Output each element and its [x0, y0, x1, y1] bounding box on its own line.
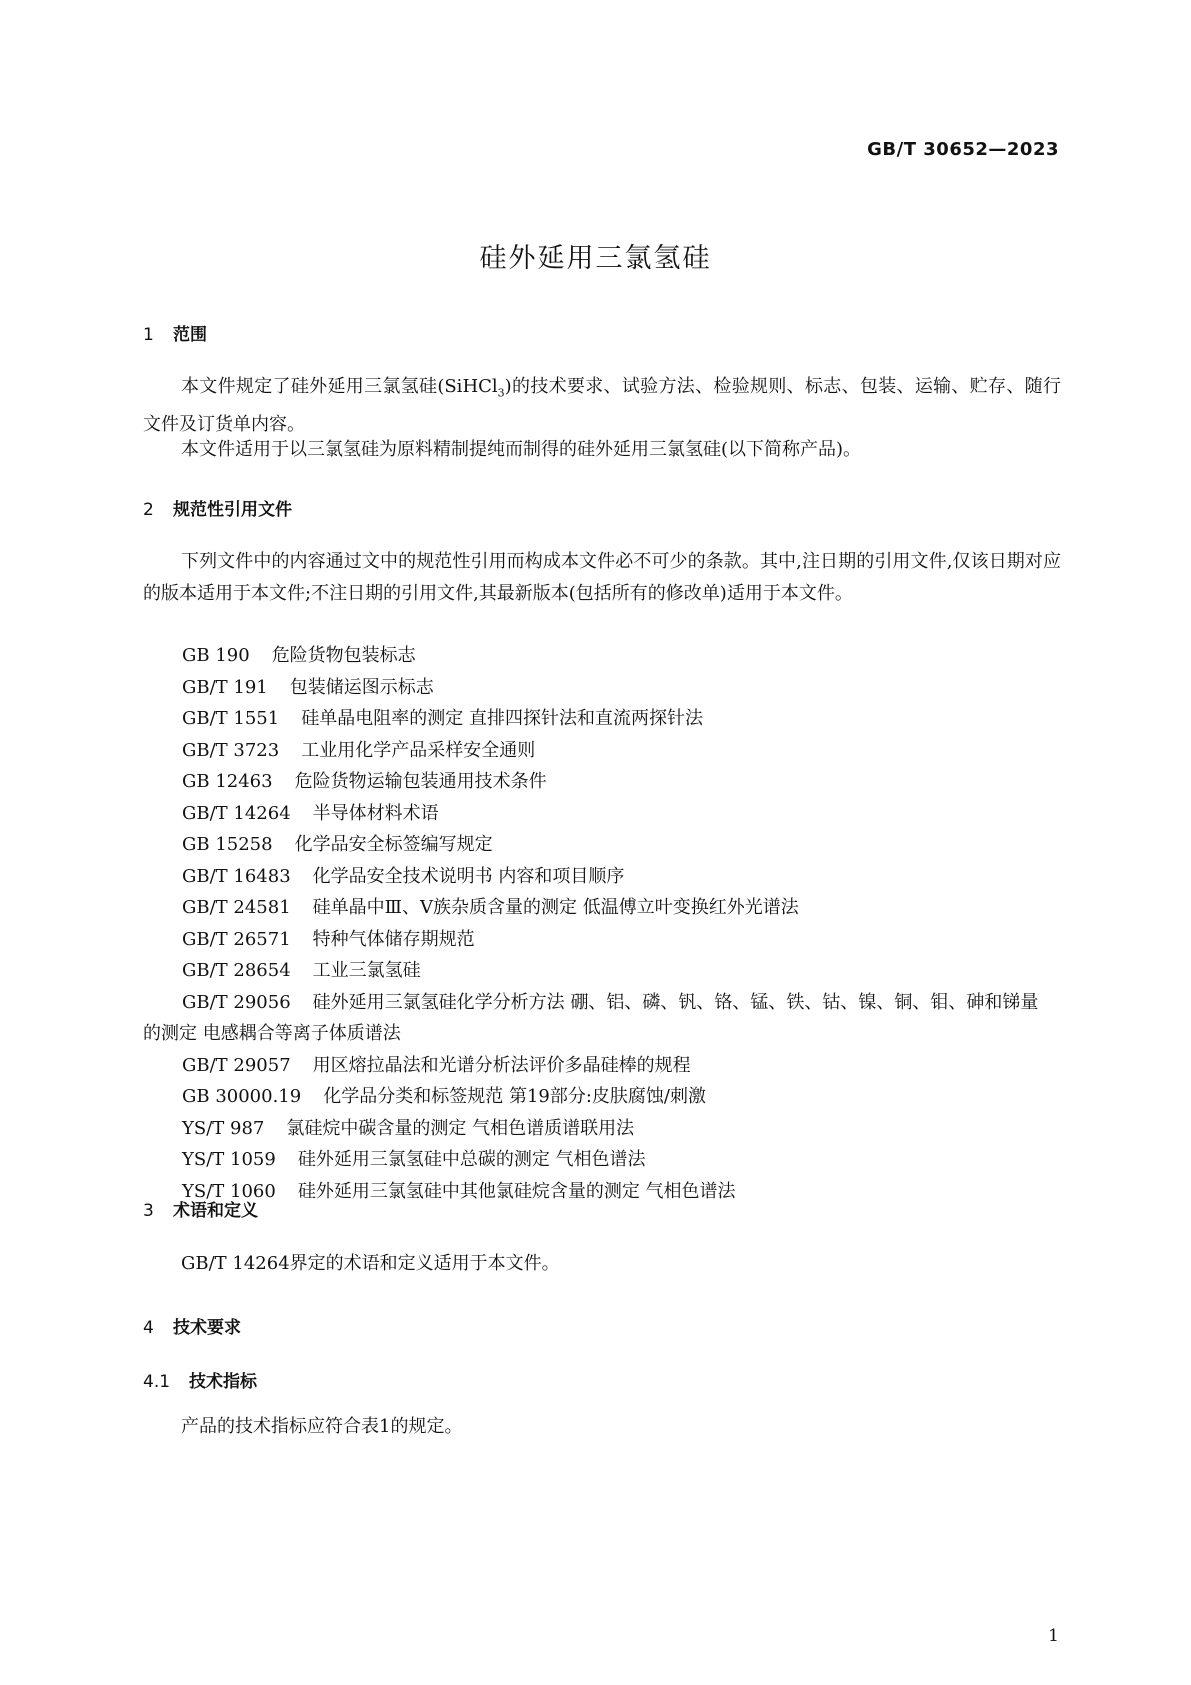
- section-3-heading: [143, 1196, 258, 1221]
- reference-item: GB/T 28654 工业三氯氢硅: [182, 960, 421, 981]
- reference-item: GB 15258 化学品安全标签编写规定: [182, 834, 493, 855]
- reference-item: YS/T 987 氯硅烷中碳含量的测定 气相色谱质谱联用法: [182, 1117, 635, 1139]
- scope-paragraph-1: 本文件规定了硅外延用三氯氢硅(SiHCl$_3$)的技术要求、试验方法、检验规则、标志、包装、运输、贮存、随行文件及订货单内容。: [143, 376, 1061, 436]
- reference-item: GB 190 危险货物包装标志: [182, 645, 416, 666]
- scope-paragraph-2: 本文件适用于以三氯氢硅为原料精制提纯而制得的硅外延用三氯氢硅(以下简称产品)。: [181, 439, 862, 460]
- section-number: 2: [143, 500, 154, 520]
- section-number: 4: [143, 1318, 154, 1338]
- section-2-heading: [143, 495, 292, 520]
- reference-item: GB/T 191 包装储运图示标志: [182, 676, 434, 698]
- terms-paragraph: GB/T 14264界定的术语和定义适用于本文件。: [181, 1253, 560, 1274]
- standard-number: GB/T 30652—2023: [867, 139, 1059, 160]
- section-4-heading: [143, 1313, 241, 1338]
- section-number: 3: [143, 1201, 154, 1221]
- section-number: 4.1: [143, 1372, 171, 1392]
- reference-item: GB/T 16483 化学品安全技术说明书 内容和项目顺序: [182, 865, 625, 887]
- page-number: 1: [1048, 1626, 1059, 1646]
- section-title: 术语和定义: [173, 1201, 258, 1221]
- reference-item: GB/T 14264 半导体材料术语: [182, 802, 439, 824]
- section-title: 范围: [173, 325, 207, 345]
- section-4-1-heading: [143, 1367, 257, 1392]
- reference-item: GB 30000.19 化学品分类和标签规范 第19部分:皮肤腐蚀/刺激: [182, 1086, 706, 1107]
- document-title: 硅外延用三氯氢硅: [479, 243, 712, 274]
- section-number: 1: [143, 325, 154, 345]
- reference-item: GB/T 3723 工业用化学产品采样安全通则: [182, 739, 536, 761]
- reference-item: YS/T 1059 硅外延用三氯氢硅中总碳的测定 气相色谱法: [182, 1149, 646, 1170]
- reference-item: GB/T 26571 特种气体储存期规范: [182, 928, 475, 950]
- normative-intro: 下列文件中的内容通过文中的规范性引用而构成本文件必不可少的条款。其中,注日期的引用文件,仅该日期对应的版本适用于本文件;不注日期的引用文件,其最新版本(包括所有的修改单)适用于本文件。: [143, 551, 1061, 604]
- reference-item: YS/T 1060 硅外延用三氯氢硅中其他氯硅烷含量的测定 气相色谱法: [182, 1180, 736, 1202]
- reference-item: GB/T 29057 用区熔拉晶法和光谱分析法评价多晶硅棒的规程: [182, 1054, 691, 1076]
- reference-item: GB/T 29056 硅外延用三氯氢硅化学分析方法 硼、铝、磷、钒、铬、锰、铁、钴、镍、铜、钼、砷和锑量: [182, 991, 1039, 1013]
- section-title: 规范性引用文件: [173, 500, 292, 520]
- reference-item: GB/T 1551 硅单晶电阻率的测定 直排四探针法和直流两探针法: [182, 708, 703, 729]
- section-title: 技术指标: [189, 1372, 257, 1392]
- section-1-heading: [143, 320, 207, 345]
- reference-item: GB/T 24581 硅单晶中Ⅲ、Ⅴ族杂质含量的测定 低温傅立叶变换红外光谱法: [182, 897, 799, 918]
- section-title: 技术要求: [173, 1318, 241, 1338]
- reference-item: GB 12463 危险货物运输包装通用技术条件: [182, 771, 547, 792]
- reference-list: [143, 640, 1062, 1207]
- tech-paragraph: 产品的技术指标应符合表1的规定。: [181, 1416, 463, 1437]
- reference-item-continuation: 的测定 电感耦合等离子体质谱法: [143, 1023, 401, 1044]
